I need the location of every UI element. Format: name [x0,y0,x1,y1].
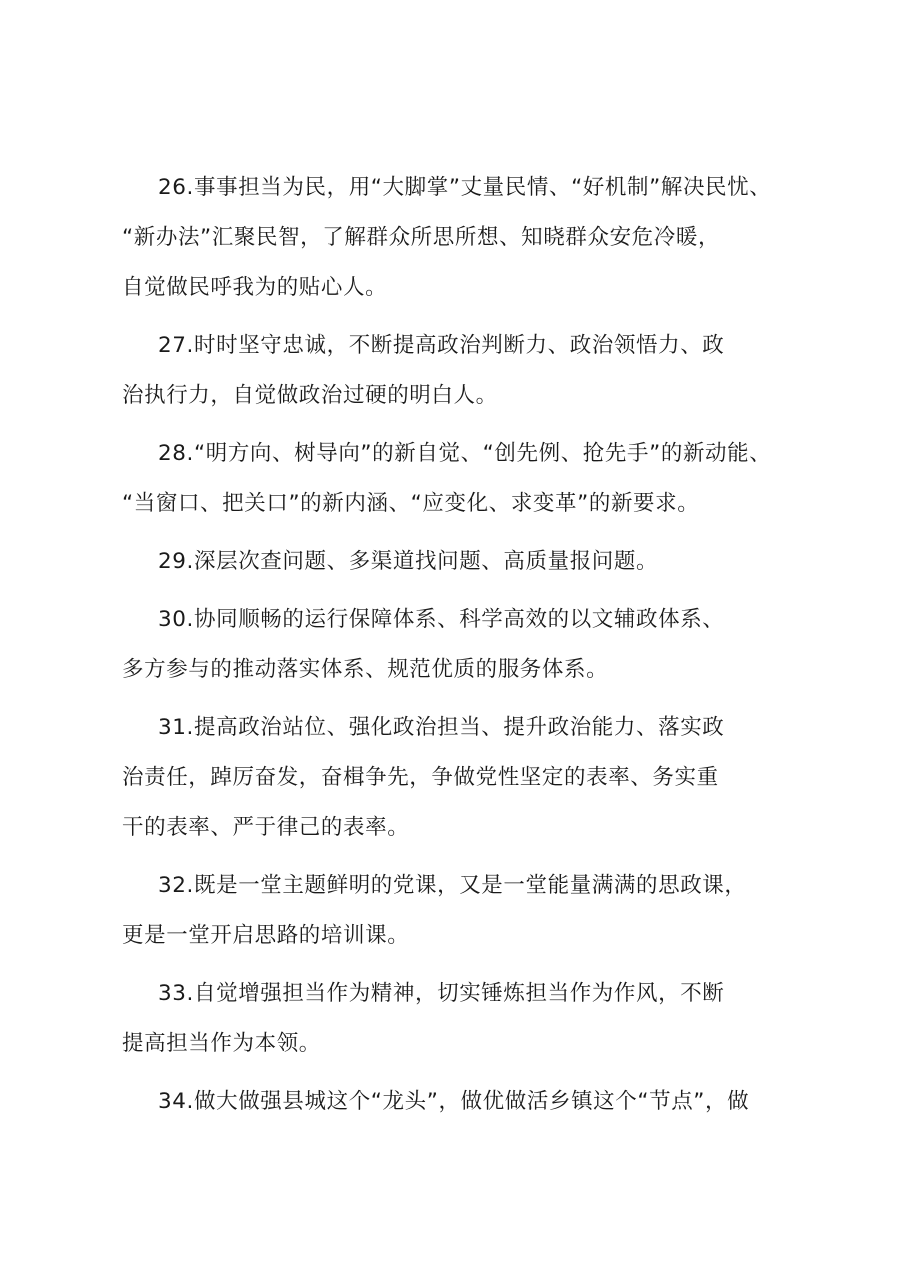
paragraph-31 [122,703,812,853]
paragraph-line: 27.时时坚守忠诚，不断提高政治判断力、政治领悟力、政 [158,333,725,358]
paragraph-line: 28.“明方向、树导向”的新自觉、“创先例、抢先手”的新动能、 [158,441,772,466]
paragraph-line: 26.事事担当为民，用“大脚掌”丈量民情、“好机制”解决民忧、 [158,175,772,200]
paragraph-line: 34.做大做强县城这个“龙头”，做优做活乡镇这个“节点”，做 [158,1089,750,1114]
paragraph-33 [122,969,812,1069]
paragraph-line: “新办法”汇聚民智，了解群众所思所想、知晓群众安危冷暖， [122,225,721,250]
paragraph-28 [122,429,812,529]
paragraph-line: 提高担当作为本领。 [122,1031,321,1056]
paragraph-line: 33.自觉增强担当作为精神，切实锤炼担当作为作风，不断 [158,981,725,1006]
paragraph-line: 多方参与的推动落实体系、规范优质的服务体系。 [122,657,609,682]
paragraph-line: 31.提高政治站位、强化政治担当、提升政治能力、落实政 [158,715,725,740]
paragraph-line: 29.深层次查问题、多渠道找问题、高质量报问题。 [158,549,659,574]
paragraph-26 [122,163,812,313]
paragraph-line: 干的表率、严于律己的表率。 [122,815,410,840]
paragraph-line: 30.协同顺畅的运行保障体系、科学高效的以文辅政体系、 [158,607,725,632]
paragraph-line: 治执行力，自觉做政治过硬的明白人。 [122,383,498,408]
paragraph-32 [122,861,812,961]
paragraph-line: 更是一堂开启思路的培训课。 [122,923,410,948]
paragraph-34 [122,1077,812,1127]
paragraph-line: “当窗口、把关口”的新内涵、“应变化、求变革”的新要求。 [122,491,700,516]
document-body [122,163,812,1135]
paragraph-line: 自觉做民呼我为的贴心人。 [122,275,388,300]
paragraph-30 [122,595,812,695]
paragraph-29 [122,537,812,587]
paragraph-line: 治责任，踔厉奋发，奋楫争先，争做党性坚定的表率、务实重 [122,765,719,790]
paragraph-line: 32.既是一堂主题鲜明的党课，又是一堂能量满满的思政课， [158,873,747,898]
paragraph-27 [122,321,812,421]
